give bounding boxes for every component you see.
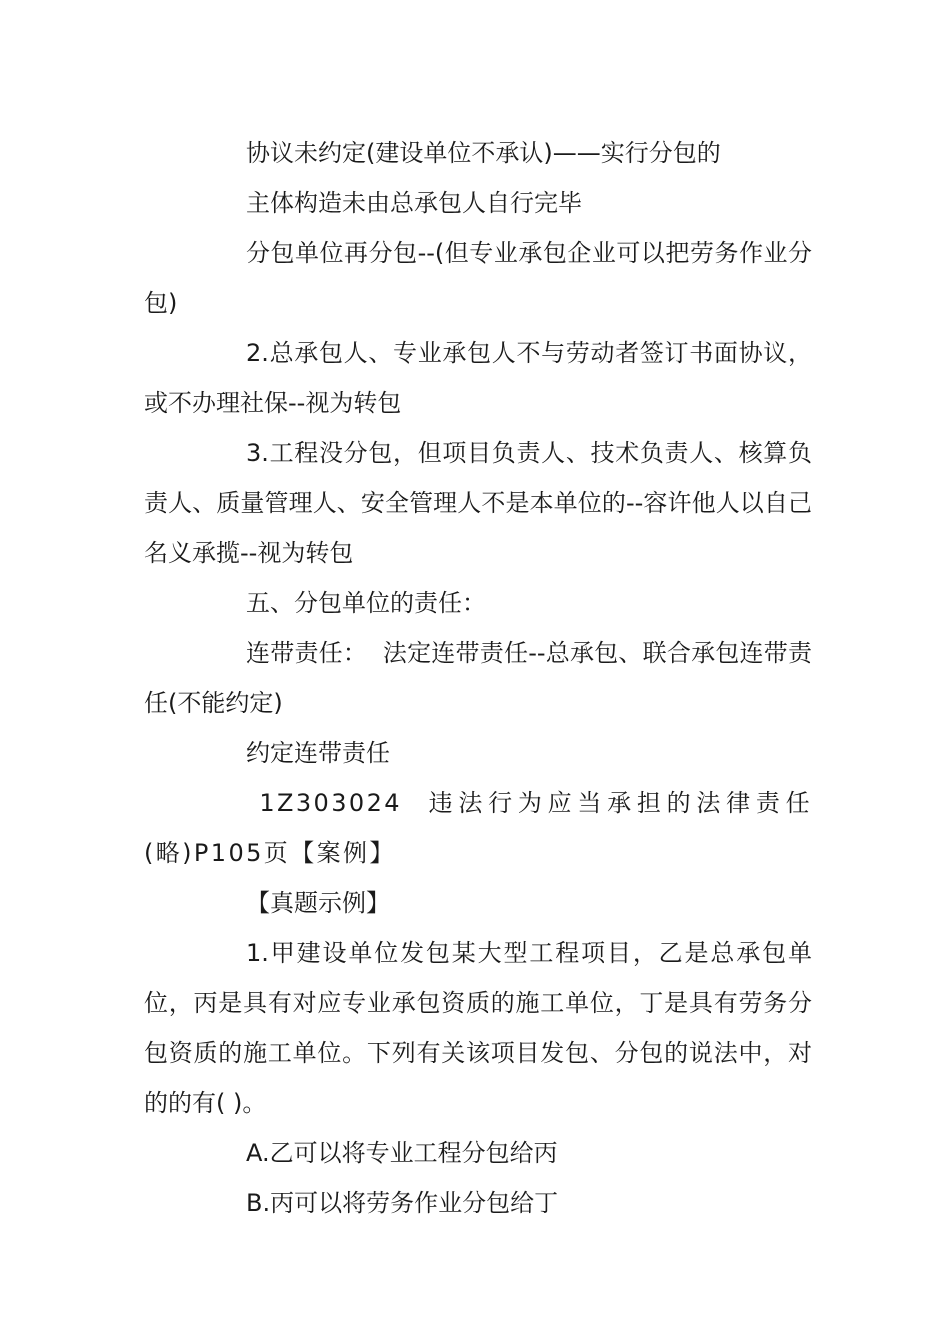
paragraph-item-3: 3.工程没分包，但项目负责人、技术负责人、核算负责人、质量管理人、安全管理人不是本单位的--容许他人以自己名义承揽--视为转包 [144, 439, 812, 567]
option-b: B.丙可以将劳务作业分包给丁 [246, 1189, 559, 1217]
heading-exam-example: 【真题示例】 [246, 889, 390, 917]
section-heading-responsibility: 五、分包单位的责任： [246, 589, 486, 617]
document-body [144, 128, 812, 1228]
paragraph-re-subcontract: 分包单位再分包--(但专业承包企业可以把劳务作业分包) [144, 239, 812, 317]
paragraph-item-2: 2.总承包人、专业承包人不与劳动者签订书面协议，或不办理社保--视为转包 [144, 339, 812, 417]
paragraph-main-structure: 主体构造未由总承包人自行完毕 [246, 189, 582, 217]
paragraph-joint-liability: 连带责任： 法定连带责任--总承包、联合承包连带责任(不能约定) [144, 639, 812, 717]
question-1: 1.甲建设单位发包某大型工程项目，乙是总承包单位，丙是具有对应专业承包资质的施工单位，丁是具有劳务分包资质的施工单位。下列有关该项目发包、分包的说法中，对的的有( )。 [144, 939, 812, 1117]
option-a: A.乙可以将专业工程分包给丙 [246, 1139, 558, 1167]
paragraph-unagreed-subcontract: 协议未约定(建设单位不承认)——实行分包的 [246, 139, 721, 167]
paragraph-agreed-liability: 约定连带责任 [246, 739, 390, 767]
paragraph-section-code: 1Z303024 违法行为应当承担的法律责任(略)P105页【案例】 [144, 789, 812, 867]
